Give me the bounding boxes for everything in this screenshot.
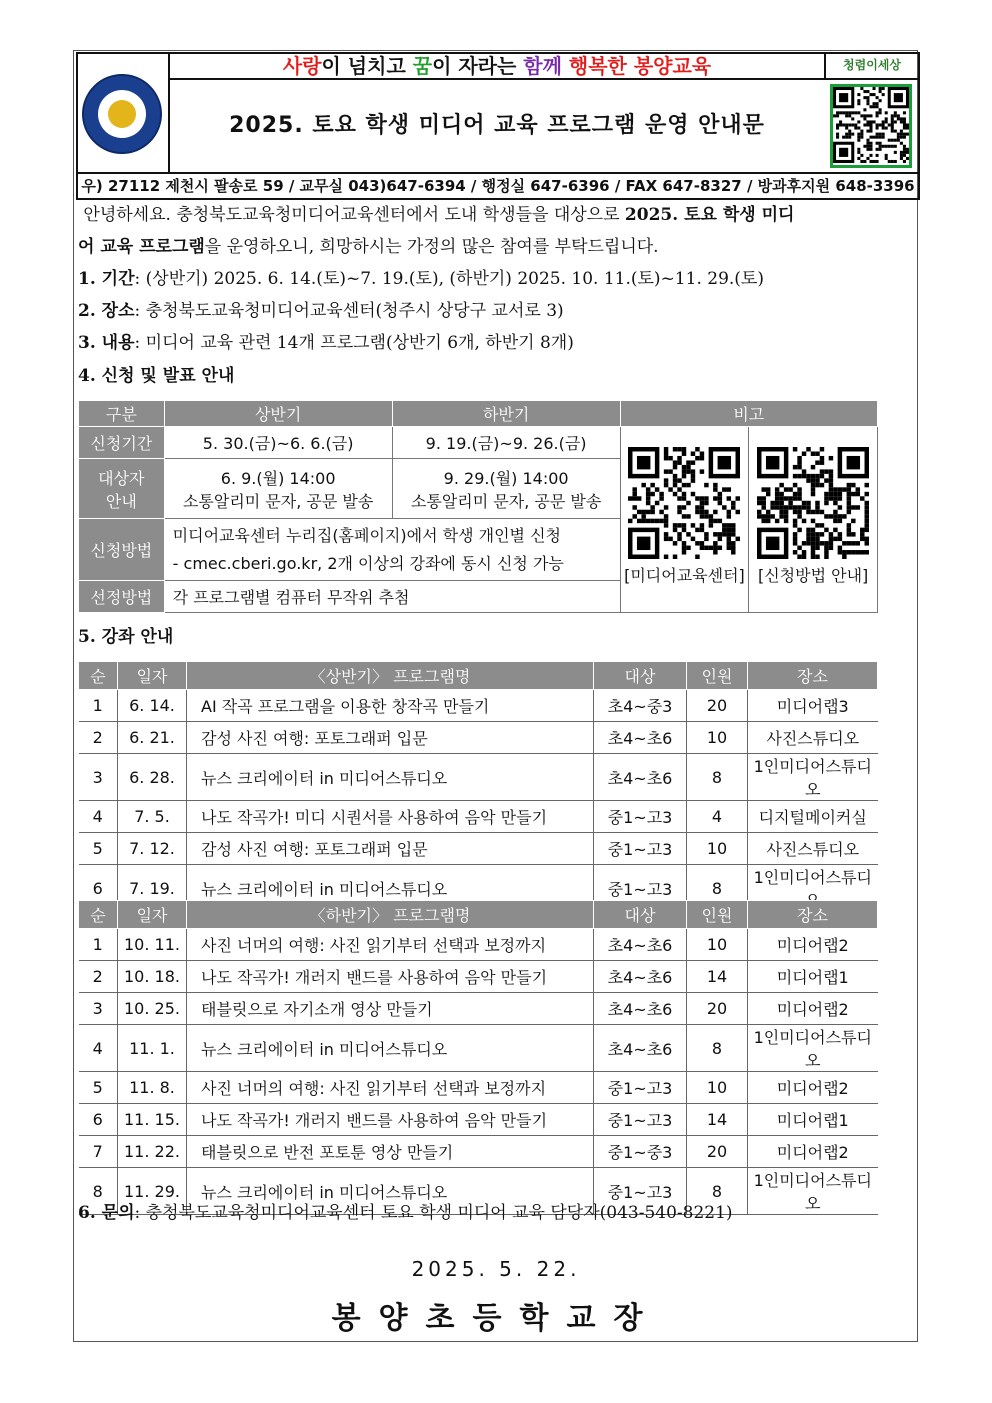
table-row: 3 6. 28. 뉴스 크리에이터 in 미디어스튜디오 초4~초6 8 1인미디어스튜디오 xyxy=(79,754,878,801)
table-row: 6 7. 19. 뉴스 크리에이터 in 미디어스튜디오 중1~고3 8 1인미디어스튜디 xyxy=(79,865,878,912)
table-row: 2 6. 21. 감성 사진 여행: 포토그래퍼 입문 초4~초6 10 사진스튜디오 xyxy=(79,722,878,754)
table-row: 6 11. 15. 나도 작곡가! 개러지 밴드를 사용하여 음악 만들기 중1~고3 14 미디어랩1 xyxy=(79,1104,878,1136)
item-place: 2. 장소: 충청북도교육청미디어교육센터(청주시 상당구 교서로 3) xyxy=(78,301,564,321)
qr-media-center[interactable]: [미디어교육센터] xyxy=(620,427,749,613)
section4-title: 4. 신청 및 발표 안내 xyxy=(78,366,235,386)
slogan: 사랑이 넘치고 꿈이 자라는 함께 행복한 봉양교육 xyxy=(168,52,824,80)
table-row: 8 11. 29. 뉴스 크리에이터 in 미디어스튜디오 중1~고3 8 1인미디어스튜디오 xyxy=(79,1168,878,1215)
item-content: 3. 내용: 미디어 교육 관련 14개 프로그램(상반기 6개, 하반기 8개) xyxy=(78,333,574,353)
integrity-badge: 청렴이세상 xyxy=(824,52,918,80)
school-logo xyxy=(82,74,162,154)
table-row: 4 11. 1. 뉴스 크리에이터 in 미디어스튜디오 초4~초6 8 1인미디어스튜디오 xyxy=(79,1025,878,1072)
col-second-half: 하반기 xyxy=(392,401,620,427)
qr-apply-guide[interactable]: [신청방법 안내] xyxy=(749,427,878,613)
second-half-courses-table: 순 일자 〈하반기〉 프로그램명 대상 인원 장소 1 10. 11. 사진 너머의 여행: 사진 읽기부터 선택과 보정까지 초4~초6 10 미디어랩2 2 10. 18. 나도 작곡가! 개러지 밴드를 사용하여 음악 만들기 초4~초6 14 미디어랩1 3 10. 25. 태블릿으로 자기소개 영상 만들기 초4~초6 20 미디어랩2 4 11. 1. 뉴스 크리에이터 in 미디어스튜디오 초4~초6 8 1인미디어스튜디오 5 11. 8. 사진 너머의 여행: 사진 읽기부터 선택과 보정까지 중1~고3 10 미디어랩2 6 11. 15. 나도 작곡가! 개러지 밴드를 사용하여 음악 만들기 중1~고3 14 미디어랩1 7 11. 22. 태블릿으로 반전 포토툰 영상 만들기 중1~중3 20 미디어랩2 8 11. 29. 뉴스 크리에이터 in 미디어스튜디오 중1~고3 8 1인미디어스튜디오 xyxy=(78,900,878,1215)
letterhead xyxy=(76,52,922,200)
table-row: 1 10. 11. 사진 너머의 여행: 사진 읽기부터 선택과 보정까지 초4~초6 10 미디어랩2 xyxy=(79,929,878,961)
col-note: 비고 xyxy=(620,401,877,427)
header-qr-code xyxy=(830,84,912,168)
school-address: 우) 27112 제천시 팔송로 59 / 교무실 043)647-6394 / 행정실 647-6396 / FAX 647-8327 / 방과후지원 648-3396 xyxy=(76,174,920,200)
section5-title: 5. 강좌 안내 xyxy=(78,627,174,647)
item-period: 1. 기간: (상반기) 2025. 6. 14.(토)~7. 19.(토), (하반기) 2025. 10. 11.(토)~11. 29.(토) xyxy=(78,269,764,289)
section6-contact: 6. 문의: 충청북도교육청미디어교육센터 토요 학생 미디어 교육 담당자(043-540-8221) xyxy=(78,1203,733,1223)
table-row: 2 10. 18. 나도 작곡가! 개러지 밴드를 사용하여 음악 만들기 초4~초6 14 미디어랩1 xyxy=(79,961,878,993)
signature-date: 2025. 5. 22. xyxy=(411,1257,581,1281)
col-first-half: 상반기 xyxy=(164,401,392,427)
first-half-courses-table: 순 일자 〈상반기〉 프로그램명 대상 인원 장소 1 6. 14. AI 작곡 프로그램을 이용한 창작곡 만들기 초4~중3 20 미디어랩3 2 6. 21. 감성 사진 여행: 포토그래퍼 입문 초4~초6 10 사진스튜디오 3 6. 28. 뉴스 크리에이터 in 미디어스튜디오 초4~초6 8 1인미디어스튜디오 4 7. 5. 나도 작곡가! 미디 시퀀서를 사용하여 음악 만들기 중1~고3 4 디지털메이커실 5 7. 12. 감성 사진 여행: 포토그래퍼 입문 중1~고3 10 사진스튜디오 6 7. 19. 뉴스 크리에이터 in 미디어스튜디오 중1~고3 8 1인미디어스튜디 xyxy=(78,661,878,912)
table-row: 5 7. 12. 감성 사진 여행: 포토그래퍼 입문 중1~고3 10 사진스튜디오 xyxy=(79,833,878,865)
table-row: 5 11. 8. 사진 너머의 여행: 사진 읽기부터 선택과 보정까지 중1~고3 10 미디어랩2 xyxy=(79,1072,878,1104)
col-category: 구분 xyxy=(79,401,165,427)
table-row: 1 6. 14. AI 작곡 프로그램을 이용한 창작곡 만들기 초4~중3 20 미디어랩3 xyxy=(79,690,878,722)
document-title: 2025. 토요 학생 미디어 교육 프로그램 운영 안내문 xyxy=(168,80,824,172)
table-row: 4 7. 5. 나도 작곡가! 미디 시퀀서를 사용하여 음악 만들기 중1~고3 4 디지털메이커실 xyxy=(79,801,878,833)
intro-line-1: 안녕하세요. 충청북도교육청미디어교육센터에서 도내 학생들을 대상으로 2025. 토요 학생 미디 xyxy=(83,205,795,225)
intro-line-2: 어 교육 프로그램을 운영하오니, 희망하시는 가정의 많은 참여를 부탁드립니다. xyxy=(78,237,659,257)
table-row: 3 10. 25. 태블릿으로 자기소개 영상 만들기 초4~초6 20 미디어랩2 xyxy=(79,993,878,1025)
application-table: 구분 상반기 하반기 비고 신청기간 5. 30.(금)~6. 6.(금) 9. 19.(금)~9. 26.(금) [미디어교육센터] [신청방법 안내] 대상자 안내 6. 9.(월) 14:00 소통알리미 문자, 공문 발송 9. 29.(월) 14:00 소통알리미 문자, 공문 발송 신청방법 미디어교육센터 누리집(홈페이지)에서 학생 개인별 신청 - cmec.cberi.go.kr, 2개 이상의 강좌에 동시 신청 가능 선정방법 각 프로그램별 컴퓨터 무작위 추첨 xyxy=(78,400,878,613)
principal-signature: 봉양초등학교장 xyxy=(331,1301,661,1336)
table-row: 7 11. 22. 태블릿으로 반전 포토툰 영상 만들기 중1~중3 20 미디어랩2 xyxy=(79,1136,878,1168)
